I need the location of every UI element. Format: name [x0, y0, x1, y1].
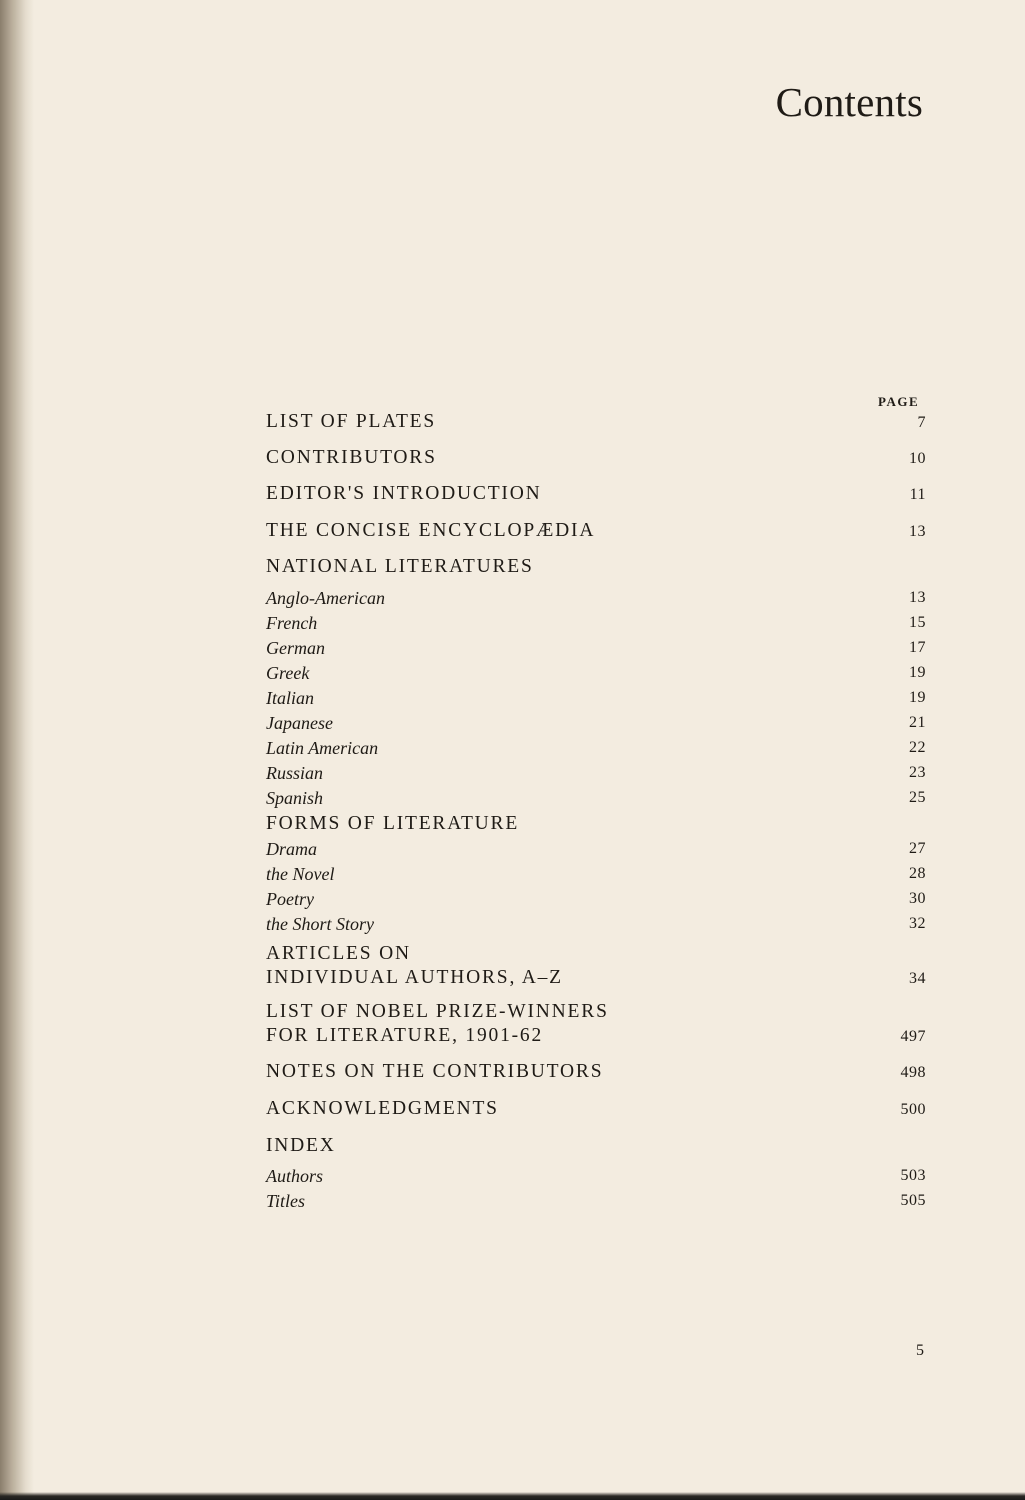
- page-column-label: PAGE: [878, 394, 920, 409]
- toc-entry-page: 34: [909, 970, 926, 987]
- toc-subentry-japanese: [266, 712, 926, 734]
- toc-entry-articles-on-individual-authors: [266, 942, 926, 990]
- toc-entry-label: THE CONCISE ENCYCLOPÆDIA: [266, 520, 596, 541]
- toc-entry-page: 27: [909, 840, 926, 857]
- toc-entry-page: 10: [909, 450, 926, 467]
- page-number: 5: [916, 1342, 924, 1359]
- toc-entry-acknowledgments: [266, 1097, 926, 1121]
- page-bottom-edge: [0, 1492, 1025, 1500]
- toc-entry-label: FORMS OF LITERATURE: [266, 813, 520, 834]
- toc-entry-page: 505: [900, 1192, 926, 1209]
- toc-subentry-french: [266, 612, 926, 634]
- toc-subentry-the-short-story: [266, 913, 926, 935]
- toc-subentry-titles: [266, 1190, 926, 1212]
- toc-entry-page: 13: [909, 589, 926, 606]
- toc-entry-label: Authors: [266, 1166, 324, 1186]
- toc-section-national-literatures: [266, 555, 926, 579]
- toc-entry-notes-on-contributors: [266, 1060, 926, 1084]
- toc-entry-label-line: LIST OF NOBEL PRIZE-WINNERS: [266, 1001, 609, 1022]
- toc-entry-label: [266, 1000, 609, 1048]
- toc-entry-label: [266, 942, 563, 990]
- toc-entry-page: 22: [909, 739, 926, 756]
- toc-entry-label: Italian: [266, 688, 314, 708]
- toc-entry-label-line: INDIVIDUAL AUTHORS, A–Z: [266, 967, 563, 988]
- toc-entry-page: 30: [909, 890, 926, 907]
- toc-entry-label: French: [266, 613, 318, 633]
- toc-entry-label: Spanish: [266, 788, 324, 808]
- toc-subentry-italian: [266, 687, 926, 709]
- toc-entry-label: Russian: [266, 763, 324, 783]
- toc-entry-page: 498: [900, 1064, 926, 1081]
- toc-entry-label: the Novel: [266, 864, 335, 884]
- toc-entry-label: Latin American: [266, 738, 379, 758]
- toc-entry-contributors: [266, 446, 926, 470]
- toc-subentry-greek: [266, 662, 926, 684]
- toc-entry-page: 21: [909, 714, 926, 731]
- toc-entry-label: NOTES ON THE CONTRIBUTORS: [266, 1061, 604, 1082]
- toc-subentry-authors: [266, 1165, 926, 1187]
- toc-entry-page: 19: [909, 664, 926, 681]
- toc-subentry-poetry: [266, 888, 926, 910]
- toc-entry-label-line: FOR LITERATURE, 1901-62: [266, 1025, 544, 1046]
- toc-entry-label: German: [266, 638, 325, 658]
- toc-entry-label: Anglo-American: [266, 588, 385, 608]
- toc-entry-label: NATIONAL LITERATURES: [266, 556, 534, 577]
- toc-entry-page: 32: [909, 915, 926, 932]
- toc-subentry-anglo-american: [266, 587, 926, 609]
- toc-subentry-german: [266, 637, 926, 659]
- toc-subentry-latin-american: [266, 737, 926, 759]
- toc-entry-page: 13: [909, 523, 926, 540]
- toc-section-forms-of-literature: [266, 812, 926, 836]
- toc-entry-label: LIST OF PLATES: [266, 411, 437, 432]
- toc-subentry-drama: [266, 838, 926, 860]
- toc-entry-page: 11: [909, 486, 926, 503]
- toc-entry-label: INDEX: [266, 1135, 336, 1156]
- toc-entry-label: Japanese: [266, 713, 333, 733]
- toc-entry-editors-introduction: [266, 482, 926, 506]
- toc-entry-page: 19: [909, 689, 926, 706]
- toc-entry-page: 15: [909, 614, 926, 631]
- toc-entry-label-line: ARTICLES ON: [266, 943, 411, 964]
- toc-entry-page: 23: [909, 764, 926, 781]
- toc-entry-label: Titles: [266, 1191, 306, 1211]
- toc-entry-label: CONTRIBUTORS: [266, 447, 437, 468]
- page-title: Contents: [775, 79, 923, 125]
- toc-entry-list-of-plates: [266, 410, 926, 434]
- toc-entry-page: 25: [909, 789, 926, 806]
- toc-entry-page: 497: [900, 1028, 926, 1045]
- toc-entry-concise-encyclopaedia: [266, 519, 926, 543]
- toc-entry-label: Poetry: [266, 889, 314, 909]
- toc-entry-label: ACKNOWLEDGMENTS: [266, 1098, 499, 1119]
- toc-entry-page: 503: [900, 1167, 926, 1184]
- toc-subentry-spanish: [266, 787, 926, 809]
- toc-entry-page: 500: [900, 1101, 926, 1118]
- toc-subentry-the-novel: [266, 863, 926, 885]
- toc-subentry-russian: [266, 762, 926, 784]
- toc-section-index: [266, 1134, 926, 1158]
- toc-entry-page: 17: [909, 639, 926, 656]
- toc-entry-label: Drama: [266, 839, 318, 859]
- page-gutter-shadow: [0, 0, 34, 1500]
- toc-entry-nobel-prize-winners: [266, 1000, 926, 1048]
- toc-entry-page: 7: [917, 414, 926, 431]
- toc-entry-label: EDITOR'S INTRODUCTION: [266, 483, 542, 504]
- toc-entry-label: Greek: [266, 663, 310, 683]
- toc-entry-page: 28: [909, 865, 926, 882]
- toc-entry-label: the Short Story: [266, 914, 374, 934]
